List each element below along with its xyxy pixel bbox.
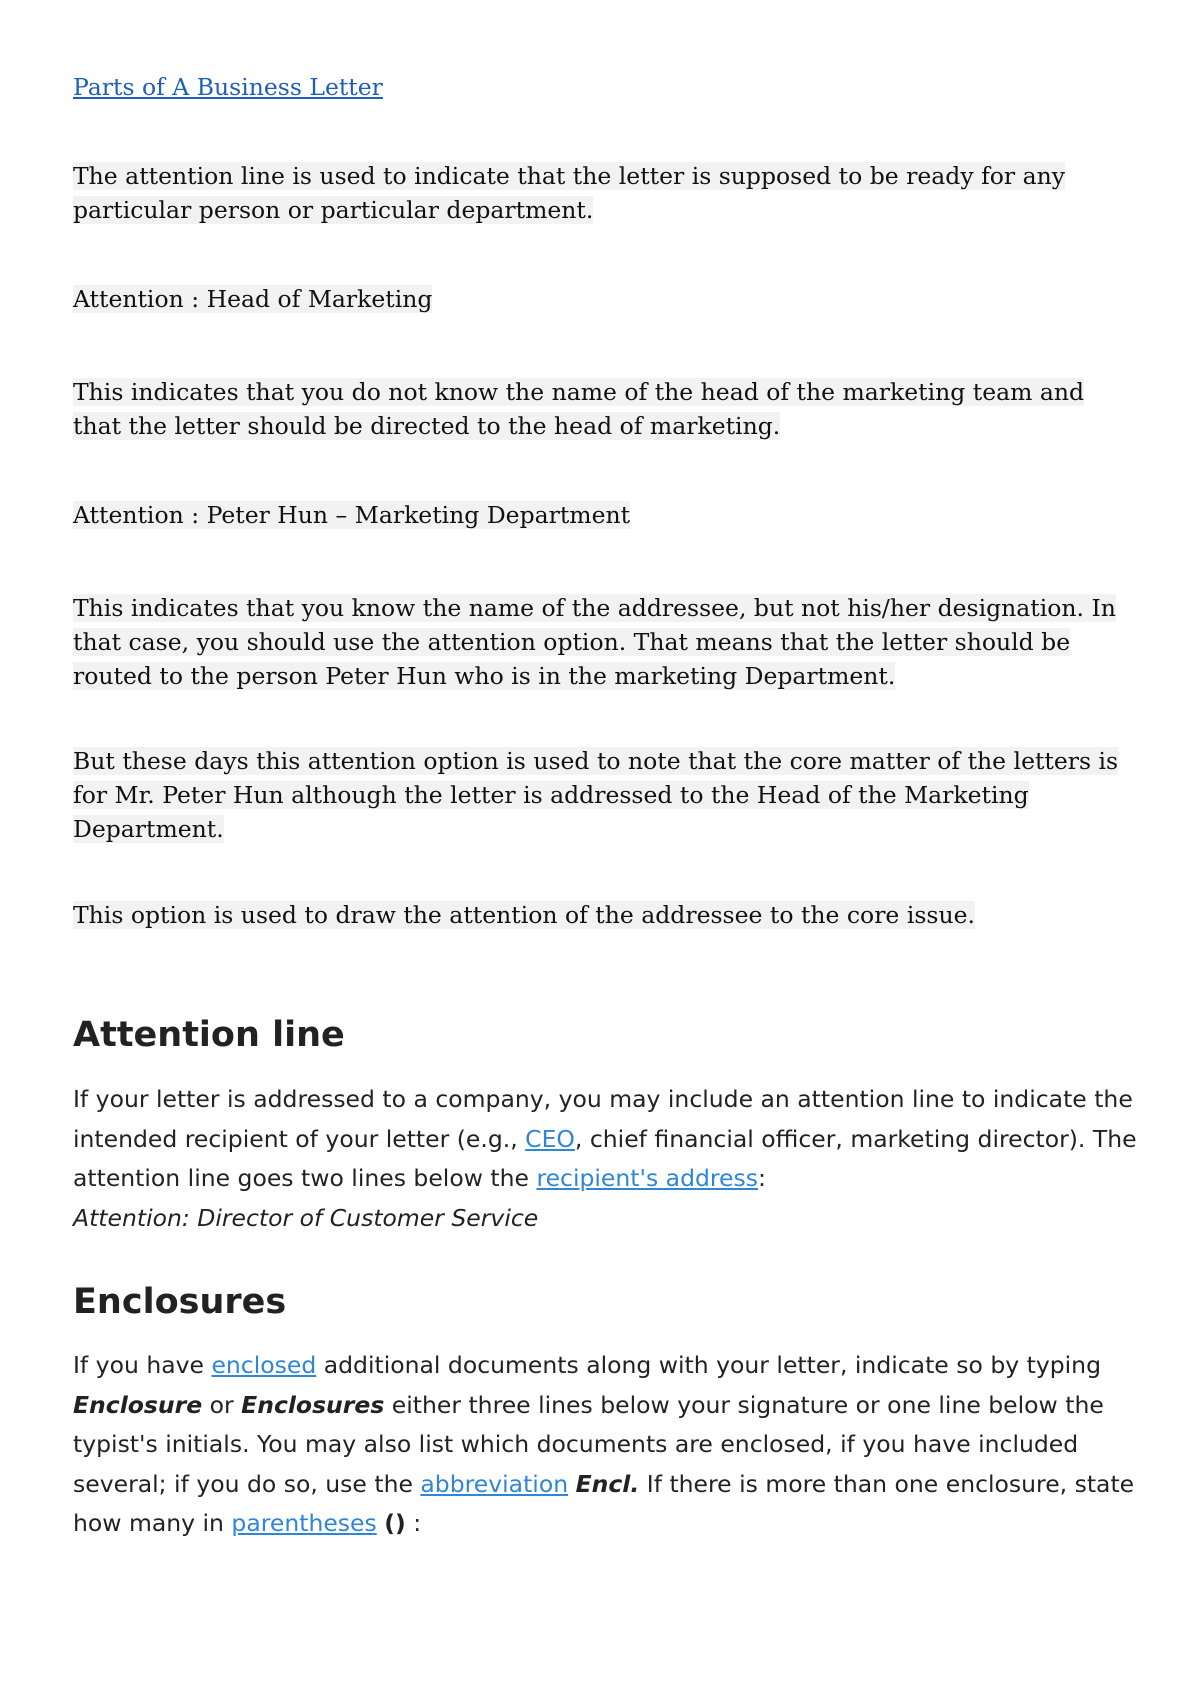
- encl-term: Encl.: [575, 1469, 640, 1498]
- paragraph-known-name: This indicates that you know the name of the addressee, but not his/her designation. In that case, you should use the attention option. That means that the letter should be routed to the person Peter Hun who is in the marketing Department.: [73, 594, 1116, 690]
- heading-attention-line: Attention line: [73, 1015, 345, 1055]
- attention-example: Attention: Director of Customer Service: [73, 1203, 539, 1232]
- paragraph-attention-line: If your letter is addressed to a company, you may include an attention line to indicate the intended recipient of your letter (e.g., CEO, chief financial officer, marketing director). The attention line goes two lines below the recipient's address: Attention: Director of Customer Service: [73, 1085, 1137, 1232]
- paragraph-enclosures: If you have enclosed additional documents along with your letter, indicate so by typing Enclosure or Enclosures either three lines below your signature or one line below the typist's initials. You may also list which documents are enclosed, if you have included several; if you do so, use the abbreviation Encl. If there is more than one enclosure, state how many in parentheses () :: [73, 1351, 1135, 1537]
- paragraph-core-matter: But these days this attention option is used to note that the core matter of the letters is for Mr. Peter Hun although the letter is addressed to the Head of the Marketing Department.: [73, 747, 1119, 843]
- abbreviation-link[interactable]: abbreviation: [420, 1469, 569, 1498]
- paragraph-unknown-name: This indicates that you do not know the name of the head of the marketing team and that the letter should be directed to the head of marketing.: [73, 378, 1085, 440]
- enclosures-term: Enclosures: [241, 1390, 385, 1419]
- example-attention-head-of-marketing: Attention : Head of Marketing: [73, 285, 433, 313]
- ceo-link[interactable]: CEO: [525, 1124, 575, 1153]
- enclosed-link[interactable]: enclosed: [211, 1351, 317, 1379]
- parts-of-business-letter-link[interactable]: Parts of A Business Letter: [73, 73, 383, 101]
- enclosure-term: Enclosure: [73, 1390, 203, 1419]
- parentheses-symbol: (): [384, 1509, 406, 1537]
- paragraph-attention-purpose: The attention line is used to indicate that the letter is supposed to be ready for any particular person or particular department.: [73, 162, 1066, 224]
- recipients-address-link[interactable]: recipient's address: [536, 1164, 759, 1192]
- paragraph-draw-attention: This option is used to draw the attention of the addressee to the core issue.: [73, 901, 975, 929]
- heading-enclosures: Enclosures: [73, 1282, 287, 1322]
- example-attention-peter-hun: Attention : Peter Hun – Marketing Department: [73, 501, 631, 529]
- parentheses-link[interactable]: parentheses: [231, 1509, 377, 1537]
